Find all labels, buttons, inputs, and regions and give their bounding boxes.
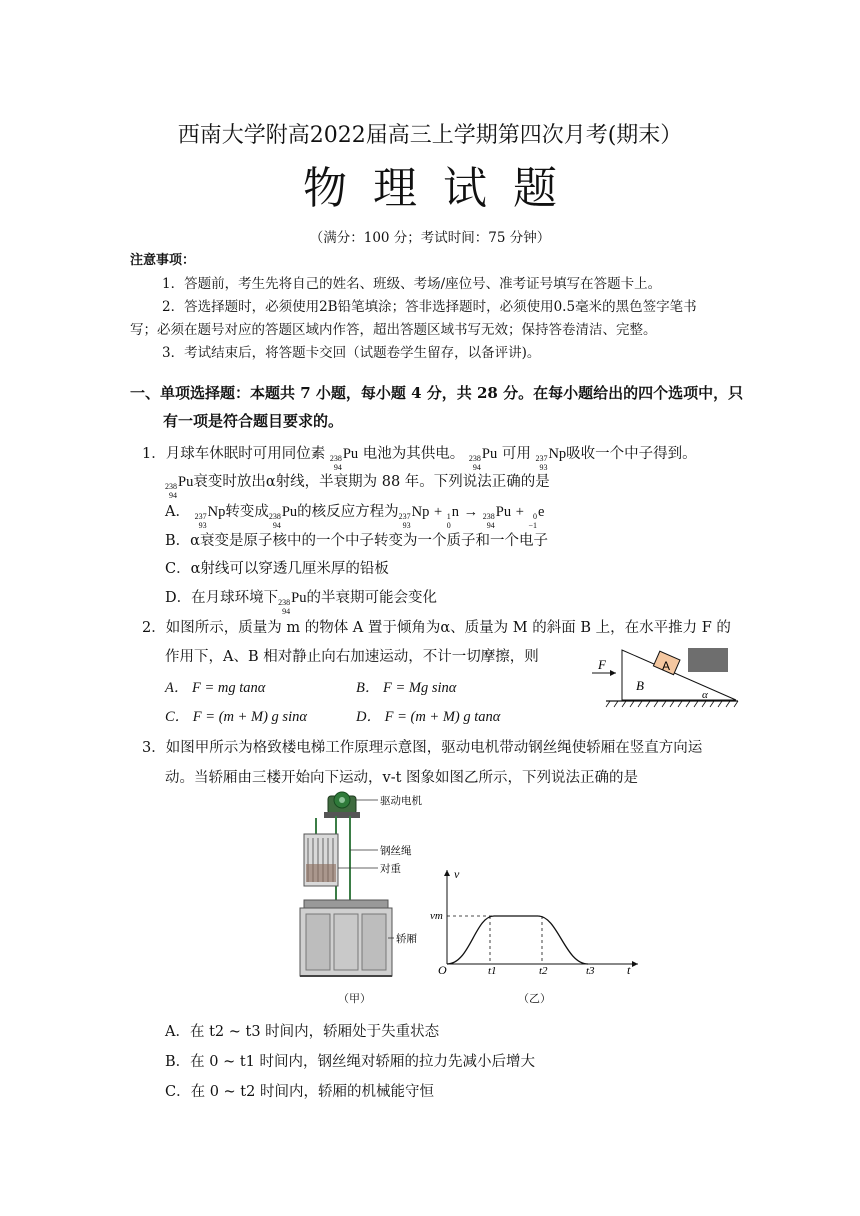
elevator-cabin bbox=[300, 900, 392, 976]
caption-jia: （甲） bbox=[338, 992, 371, 1005]
nuclide-pu: 238 94 Pu bbox=[165, 474, 194, 500]
question-1-option-d: D．在月球环境下 238 94 Pu的半衰期可能会变化 bbox=[165, 590, 437, 616]
question-1-option-c: C．α射线可以穿透几厘米厚的铅板 bbox=[165, 561, 389, 577]
notice-item: 写；必须在题号对应的答题区域内作答，超出答题区域书写无效；保持答卷清洁、完整。 bbox=[130, 322, 657, 338]
question-1-option-b: B．α衰变是原子核中的一个中子转变为一个质子和一个电子 bbox=[165, 533, 548, 549]
nuclide-np: 237 93 Np bbox=[535, 446, 567, 472]
drive-motor bbox=[324, 792, 360, 818]
gray-block bbox=[688, 648, 728, 672]
exam-info: （满分：100 分；考试时间：75 分钟） bbox=[309, 230, 551, 246]
counterweight bbox=[304, 834, 338, 886]
question-3-option-c: C．在 0 ~ t2 时间内，轿厢的机械能守恒 bbox=[165, 1084, 434, 1100]
ground-hatch bbox=[606, 701, 738, 707]
question-3-option-b: B．在 0 ~ t1 时间内，钢丝绳对轿厢的拉力先减小后增大 bbox=[165, 1054, 536, 1070]
vt-graph bbox=[430, 866, 645, 976]
label-counterweight: 对重 bbox=[380, 863, 401, 875]
question-1-option-a: A． 237 93 Np转变成 238 94 Pu的核反应方程为 237 93 Np + 1 0 n → 238 94 Pu + 0 −1 e bbox=[165, 504, 545, 530]
label-cabin: 轿厢 bbox=[396, 933, 417, 945]
question-2-option-d: D． F = (m + M) g tanα bbox=[356, 709, 501, 725]
t-axis-arrow-icon bbox=[632, 961, 638, 967]
notice-item: 1．答题前，考生先将自己的姓名、班级、考场/座位号、准考证号填写在答题卡上。 bbox=[162, 276, 662, 292]
question-2-line1: 2．如图所示，质量为 m 的物体 A 置于倾角为α、质量为 M 的斜面 B 上，在水平推力 F 的 bbox=[142, 620, 731, 636]
notice-item: 2．答选择题时，必须使用2B铅笔填涂；答非选择题时，必须使用0.5毫米的黑色签字笔书 bbox=[162, 299, 697, 315]
subject-title: 物理试题 bbox=[303, 163, 583, 214]
school-title: 西南大学附高2022届高三上学期第四次月考(期末） bbox=[177, 123, 683, 148]
notice-item: 3．考试结束后，将答题卡交回（试题卷学生留存，以备评讲)。 bbox=[162, 345, 541, 361]
question-2-line2: 作用下，A、B 相对静止向右加速运动，不计一切摩擦，则 bbox=[165, 649, 539, 665]
caption-yi: （乙） bbox=[518, 992, 551, 1005]
label-t2: t2 bbox=[539, 965, 548, 976]
label-B: B bbox=[636, 678, 644, 693]
nuclide-pu: 238 94 Pu bbox=[468, 446, 498, 472]
label-t1: t1 bbox=[488, 965, 497, 976]
nuclide-pu: 238 94 Pu bbox=[329, 446, 359, 472]
label-F: F bbox=[598, 657, 606, 672]
section-heading-cont: 有一项是符合题目要求的。 bbox=[163, 412, 344, 430]
label-drive-motor: 驱动电机 bbox=[380, 795, 422, 807]
label-v: v bbox=[454, 867, 460, 881]
incline-figure bbox=[586, 644, 741, 714]
arrow-head-icon bbox=[610, 670, 616, 676]
label-origin: O bbox=[438, 963, 447, 976]
label-steel-rope: 钢丝绳 bbox=[380, 845, 412, 857]
label-t: t bbox=[627, 963, 631, 976]
question-number: 1． bbox=[142, 446, 166, 462]
question-2-option-b: B． F = Mg sinα bbox=[356, 680, 457, 696]
question-3-option-a: A．在 t2 ~ t3 时间内，轿厢处于失重状态 bbox=[165, 1024, 440, 1040]
v-axis-arrow-icon bbox=[444, 870, 450, 876]
label-t3: t3 bbox=[586, 965, 595, 976]
question-2-option-a: A． F = mg tanα bbox=[165, 680, 266, 696]
label-A: A bbox=[662, 659, 671, 673]
section-heading: 一、单项选择题：本题共 7 小题，每小题 4 分，共 28 分。在每小题给出的四个选项中，只 bbox=[130, 384, 744, 402]
question-1-line2: 238 94 Pu衰变时放出α射线，半衰期为 88 年。下列说法正确的是 bbox=[165, 474, 550, 500]
question-2-option-c: C． F = (m + M) g sinα bbox=[165, 709, 307, 725]
question-3-line2: 动。当轿厢由三楼开始向下运动，v-t 图象如图乙所示，下列说法正确的是 bbox=[165, 770, 639, 786]
notice-heading: 注意事项： bbox=[130, 253, 196, 268]
question-1-line1: 1．月球车休眠时可用同位素 238 94 Pu 电池为其供电。 238 94 Pu 可用 237 93 Np吸收一个中子得到。 bbox=[142, 446, 697, 472]
label-alpha: α bbox=[702, 689, 708, 701]
question-3-line1: 3．如图甲所示为格致楼电梯工作原理示意图，驱动电机带动钢丝绳使轿厢在竖直方向运 bbox=[142, 740, 703, 756]
vt-curve bbox=[447, 916, 588, 964]
elevator-figure bbox=[290, 788, 430, 988]
label-vm: vm bbox=[430, 910, 443, 922]
